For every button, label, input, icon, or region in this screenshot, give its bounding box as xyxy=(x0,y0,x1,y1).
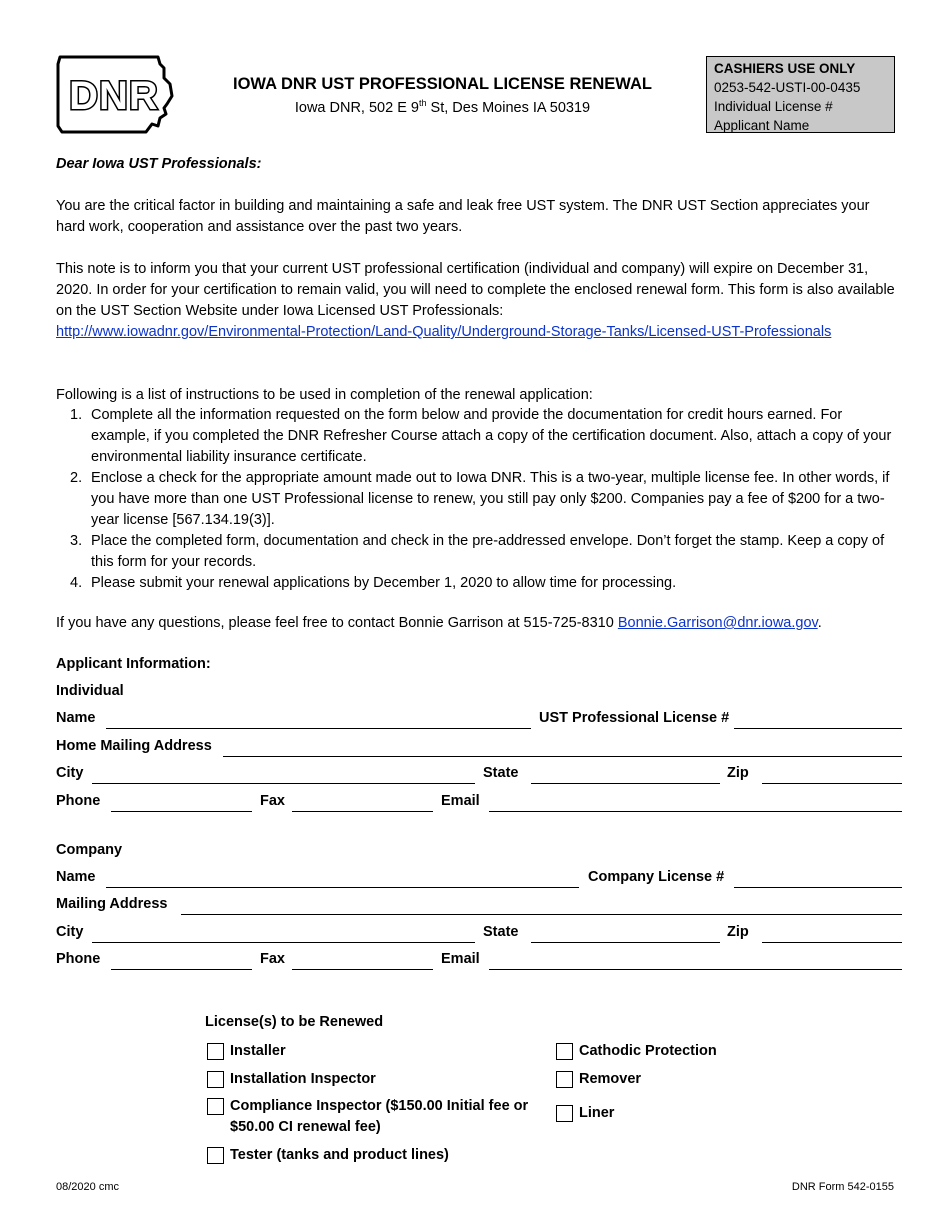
company-state-label: State xyxy=(483,924,519,940)
individual-name-field[interactable] xyxy=(106,728,531,729)
remover-checkbox[interactable] xyxy=(556,1071,573,1088)
individual-email-field[interactable] xyxy=(489,811,902,812)
footer-revision: 08/2020 cmc xyxy=(56,1181,119,1193)
instructions-list xyxy=(56,405,901,594)
company-license-field[interactable] xyxy=(734,887,902,888)
greeting: Dear Iowa UST Professionals: xyxy=(56,156,262,172)
company-email-label: Email xyxy=(441,951,480,967)
applicant-heading: Applicant Information: xyxy=(56,656,211,672)
individual-state-label: State xyxy=(483,765,519,781)
contact-text: If you have any questions, please feel free to contact Bonnie Garrison at 515-725-8310 xyxy=(56,615,618,631)
intro-paragraph: You are the critical factor in building and maintaining a safe and leak free UST system. The DNR UST Section appreciates your hard work, cooperation and assistance over the past two years. xyxy=(56,198,870,235)
instruction-number: 1. xyxy=(70,407,83,423)
address-sup: th xyxy=(418,98,427,108)
dnr-logo xyxy=(54,54,176,136)
individual-city-field[interactable] xyxy=(92,783,475,784)
individual-state-field[interactable] xyxy=(531,783,720,784)
cashiers-account: 0253-542-USTI-00-0435 xyxy=(714,80,861,95)
individual-name-label: Name xyxy=(56,710,96,726)
ust-website-link[interactable]: http://www.iowadnr.gov/Environmental-Protection/Land-Quality/Underground-Storage-Tanks/Licensed-UST-Professionals xyxy=(56,324,832,340)
cashiers-license: Individual License # xyxy=(714,99,833,114)
instructions-intro: Following is a list of instructions to be used in completion of the renewal application: xyxy=(56,387,593,403)
company-fax-field[interactable] xyxy=(292,969,433,970)
instruction-text: Place the completed form, documentation and check in the pre-addressed envelope. Don’t forget the stamp. Keep a copy of this form for your records. xyxy=(91,533,885,570)
individual-email-label: Email xyxy=(441,793,480,809)
instruction-number: 4. xyxy=(70,575,83,591)
individual-zip-field[interactable] xyxy=(762,783,902,784)
expiration-text: This note is to inform you that your current UST professional certification (individual and company) will expire on December 31, 2020. In order for your certification to remain valid, you will need to complete the enclosed renewal form. This form is also available on the UST Section Website under Iowa Licensed UST Professionals: xyxy=(56,261,895,319)
installer-checkbox[interactable] xyxy=(207,1043,224,1060)
cashiers-title: CASHIERS USE ONLY xyxy=(714,61,856,76)
contact-end: . xyxy=(817,615,822,631)
address-text: Iowa DNR, 502 E 9 xyxy=(294,99,419,116)
company-address-label: Mailing Address xyxy=(56,896,168,912)
instruction-item xyxy=(56,405,901,468)
company-zip-label: Zip xyxy=(727,924,749,940)
liner-checkbox[interactable] xyxy=(556,1105,573,1122)
company-name-field[interactable] xyxy=(106,887,579,888)
company-heading: Company xyxy=(56,842,123,858)
cathodic-protection-checkbox[interactable] xyxy=(556,1043,573,1060)
logo-text: DNR xyxy=(69,74,159,118)
instruction-item xyxy=(56,468,901,531)
individual-address-field[interactable] xyxy=(223,756,902,757)
individual-address-label: Home Mailing Address xyxy=(56,738,212,754)
instruction-item xyxy=(56,531,901,573)
individual-phone-label: Phone xyxy=(56,793,101,809)
dnr-address xyxy=(200,98,685,116)
tester-checkbox[interactable] xyxy=(207,1147,224,1164)
company-phone-field[interactable] xyxy=(111,969,252,970)
company-city-label: City xyxy=(56,924,84,940)
individual-phone-field[interactable] xyxy=(111,811,252,812)
individual-fax-label: Fax xyxy=(260,793,285,809)
individual-license-field[interactable] xyxy=(734,728,902,729)
company-state-field[interactable] xyxy=(531,942,720,943)
instruction-item xyxy=(56,573,901,594)
individual-city-label: City xyxy=(56,765,84,781)
iowa-state-outline-icon xyxy=(54,54,176,136)
company-address-field[interactable] xyxy=(181,914,902,915)
contact-email-link[interactable]: Bonnie.Garrison@dnr.iowa.gov xyxy=(617,615,818,631)
tester-label: Tester (tanks and product lines) xyxy=(230,1147,449,1163)
compliance-inspector-checkbox[interactable] xyxy=(207,1098,224,1115)
page-title: IOWA DNR UST PROFESSIONAL LICENSE RENEWAL xyxy=(233,75,652,93)
cathodic-protection-label: Cathodic Protection xyxy=(579,1043,717,1059)
instruction-text: Enclose a check for the appropriate amount made out to Iowa DNR. This is a two-year, multiple license fee. In other words, if you have more than one UST Professional license to renew, you still pay only $200. Companies pay a fee of $200 for a two-year license [567.134.19(3)]. xyxy=(91,470,890,528)
installation-inspector-checkbox[interactable] xyxy=(207,1071,224,1088)
company-license-label: Company License # xyxy=(588,869,725,885)
contact-paragraph xyxy=(56,613,901,634)
individual-heading: Individual xyxy=(56,683,124,699)
company-email-field[interactable] xyxy=(489,969,902,970)
compliance-inspector-label: Compliance Inspector ($150.00 Initial fee or $50.00 CI renewal fee) xyxy=(230,1098,529,1135)
instruction-text: Complete all the information requested on the form below and provide the documentation for credit hours earned. For example, if you completed the DNR Refresher Course attach a copy of the certification document. Also, attach a copy of your environmental liability insurance certificate. xyxy=(91,407,892,465)
individual-fax-field[interactable] xyxy=(292,811,433,812)
company-phone-label: Phone xyxy=(56,951,101,967)
licenses-heading: License(s) to be Renewed xyxy=(205,1014,384,1030)
installation-inspector-label: Installation Inspector xyxy=(230,1071,376,1087)
remover-label: Remover xyxy=(579,1071,642,1087)
liner-label: Liner xyxy=(579,1105,615,1121)
company-fax-label: Fax xyxy=(260,951,285,967)
instruction-number: 2. xyxy=(70,470,83,486)
individual-zip-label: Zip xyxy=(727,765,749,781)
instruction-number: 3. xyxy=(70,533,83,549)
company-name-label: Name xyxy=(56,869,96,885)
cashiers-use-box xyxy=(706,56,895,133)
footer-form-number: DNR Form 542-0155 xyxy=(791,1181,894,1193)
expiration-paragraph xyxy=(56,259,901,343)
individual-license-label: UST Professional License # xyxy=(539,710,730,726)
company-zip-field[interactable] xyxy=(762,942,902,943)
cashiers-applicant: Applicant Name xyxy=(714,118,810,133)
company-city-field[interactable] xyxy=(92,942,475,943)
address-text-end: St, Des Moines IA 50319 xyxy=(426,99,591,116)
installer-label: Installer xyxy=(230,1043,286,1059)
instruction-text: Please submit your renewal applications by December 1, 2020 to allow time for processing. xyxy=(91,575,677,591)
